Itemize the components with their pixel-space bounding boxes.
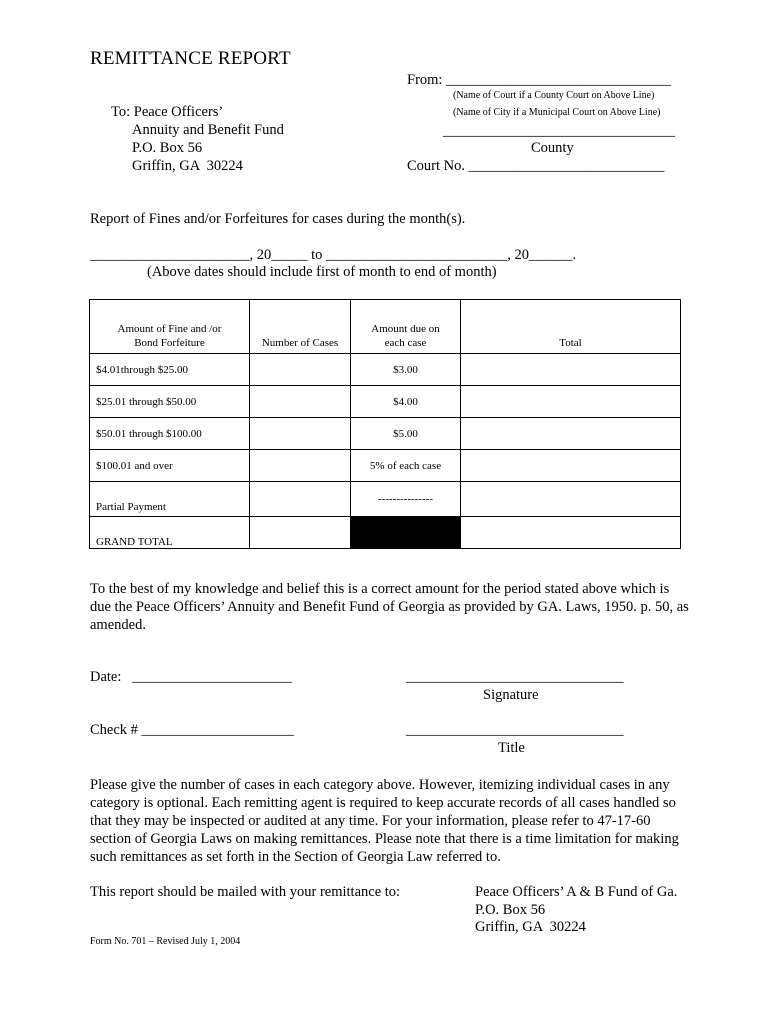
grand-total-row <box>90 517 681 549</box>
row-total-input[interactable] <box>461 418 681 450</box>
from-note-city: (Name of City if a Municipal Court on Above Line) <box>453 107 661 118</box>
to-address-line3: P.O. Box 56 <box>132 140 203 156</box>
mailing-address-line2: P.O. Box 56 <box>475 902 546 918</box>
to-address-line1: To: Peace Officers’ <box>111 104 224 120</box>
row-cases-input[interactable] <box>250 450 351 482</box>
dates-note: (Above dates should include first of month to end of month) <box>147 264 497 280</box>
row-category: $100.01 and over <box>90 450 250 482</box>
title-field[interactable]: ______________________________ <box>406 722 624 738</box>
row-total-input[interactable] <box>461 354 681 386</box>
row-due: --------------- <box>351 482 461 517</box>
header-due-line2: each case <box>384 337 427 349</box>
certification-text: To the best of my knowledge and belief this is a correct amount for the period stated above which is due the Peace Officers’ Annuity and Benefit Fund of Georgia as provided by GA. Laws, 1950. p. 50, as amended. <box>90 581 689 633</box>
title-label: Title <box>498 740 525 756</box>
header-due <box>351 300 461 354</box>
row-total-input[interactable] <box>461 386 681 418</box>
to-address-line4: Griffin, GA 30224 <box>132 158 243 174</box>
row-total-input[interactable] <box>461 450 681 482</box>
from-note-county: (Name of Court if a County Court on Above Line) <box>453 90 655 101</box>
row-due: $4.00 <box>351 386 461 418</box>
table-header-row <box>90 300 681 354</box>
check-number-field[interactable]: Check # _____________________ <box>90 722 294 738</box>
to-address-line2: Annuity and Benefit Fund <box>132 122 284 138</box>
county-label: County <box>531 140 574 156</box>
row-total-input[interactable] <box>461 482 681 517</box>
row-due: $5.00 <box>351 418 461 450</box>
mailing-address-line1: Peace Officers’ A & B Fund of Ga. <box>475 884 678 900</box>
header-due-line1: Amount due on <box>371 323 440 335</box>
grand-total-label: GRAND TOTAL <box>90 517 250 549</box>
row-category: $50.01 through $100.00 <box>90 418 250 450</box>
row-category: Partial Payment <box>90 482 250 517</box>
fines-table <box>89 299 681 549</box>
mailing-address-line3: Griffin, GA 30224 <box>475 919 586 935</box>
from-field[interactable]: From: _______________________________ <box>407 72 671 88</box>
row-category: $25.01 through $50.00 <box>90 386 250 418</box>
mailing-label: This report should be mailed with your remittance to: <box>90 884 401 900</box>
row-due: 5% of each case <box>351 450 461 482</box>
table-row <box>90 482 681 517</box>
signature-label: Signature <box>483 687 539 703</box>
county-field[interactable]: ________________________________ <box>443 123 675 139</box>
header-amount-line2: Bond Forfeiture <box>134 337 205 349</box>
row-due: $3.00 <box>351 354 461 386</box>
header-amount-line1: Amount of Fine and /or <box>117 323 222 335</box>
form-number: Form No. 701 – Revised July 1, 2004 <box>90 936 241 947</box>
report-intro: Report of Fines and/or Forfeitures for cases during the month(s). <box>90 211 466 227</box>
table-row <box>90 450 681 482</box>
instructions-text: Please give the number of cases in each category above. However, itemizing individual cases in any category is optional. Each remitting agent is required to keep accurate records of all cases handled so that they may be inspected or audited at any time. For your information, please refer to 47-17-60 section of Georgia Laws on making remittances. Please note that there is a time limitation for making such remittances as set forth in the Section of Georgia Law referred to. <box>90 777 679 865</box>
date-field[interactable]: Date: ______________________ <box>90 669 292 685</box>
row-cases-input[interactable] <box>250 418 351 450</box>
header-amount <box>90 300 250 354</box>
page-title: REMITTANCE REPORT <box>90 48 291 69</box>
signature-field[interactable]: ______________________________ <box>406 669 624 685</box>
table-row <box>90 386 681 418</box>
table-row <box>90 418 681 450</box>
header-cases: Number of Cases <box>250 300 351 354</box>
row-cases-input[interactable] <box>250 482 351 517</box>
row-category: $4.01through $25.00 <box>90 354 250 386</box>
grand-total-input[interactable] <box>461 517 681 549</box>
grand-total-cases-input[interactable] <box>250 517 351 549</box>
table-row <box>90 354 681 386</box>
row-cases-input[interactable] <box>250 354 351 386</box>
court-number-field[interactable]: Court No. ___________________________ <box>407 158 665 174</box>
row-cases-input[interactable] <box>250 386 351 418</box>
grand-total-blocked-cell <box>351 517 461 549</box>
header-total: Total <box>461 300 681 354</box>
dates-field[interactable]: ______________________, 20_____ to _________________________, 20______. <box>90 247 577 263</box>
